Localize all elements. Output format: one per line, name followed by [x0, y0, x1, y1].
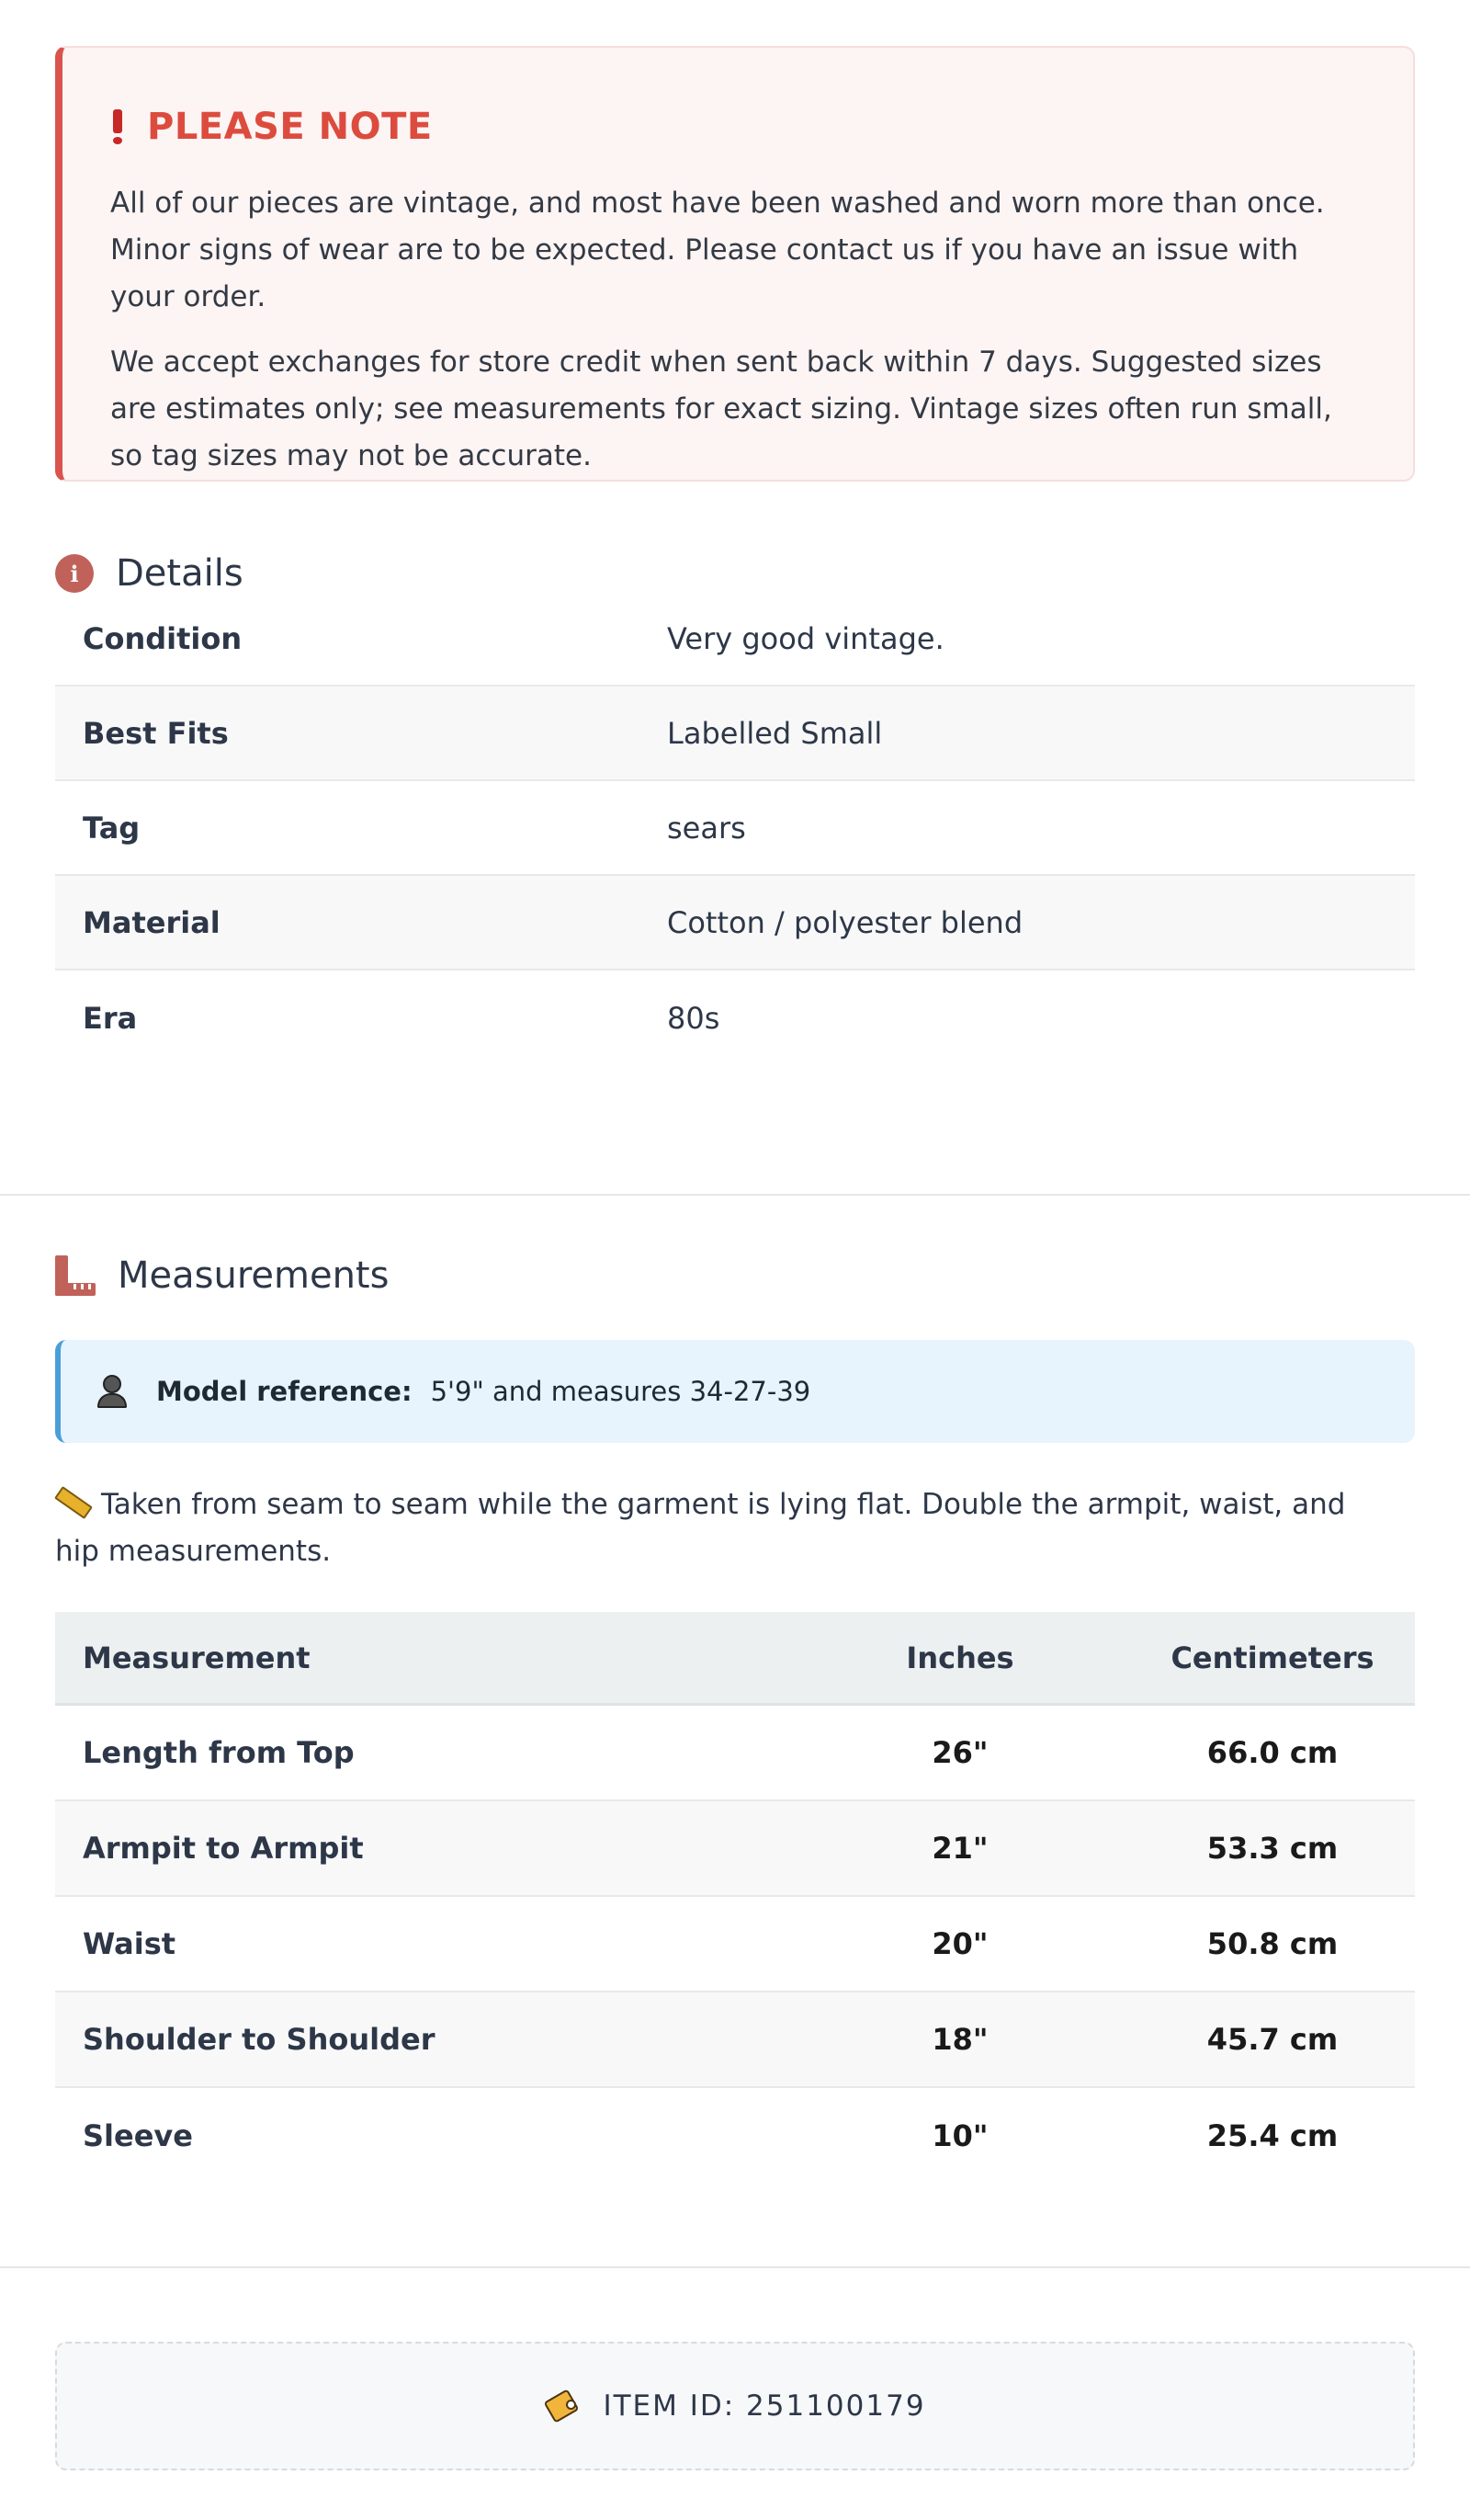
model-reference-value: 5'9" and measures 34-27-39 — [430, 1376, 811, 1407]
header-measurement: Measurement — [83, 1640, 311, 1675]
details-label: Condition — [83, 620, 243, 656]
measurement-cm: 66.0 cm — [1206, 1735, 1339, 1770]
exclamation-icon — [110, 109, 125, 144]
details-value: Very good vintage. — [667, 620, 944, 656]
measurement-name: Armpit to Armpit — [83, 1831, 364, 1866]
measurement-cm: 50.8 cm — [1206, 1926, 1339, 1961]
pencil-icon — [54, 1485, 93, 1518]
measurement-inches: 26" — [932, 1735, 989, 1770]
details-title: Details — [116, 552, 243, 595]
table-header-row — [55, 1612, 1415, 1706]
details-label: Best Fits — [83, 715, 229, 751]
note-title-text: PLEASE NOTE — [147, 106, 433, 148]
measurement-inches: 21" — [932, 1831, 989, 1866]
measurement-name: Length from Top — [83, 1735, 355, 1770]
measurement-cm: 53.3 cm — [1206, 1831, 1339, 1866]
table-row — [55, 1801, 1415, 1897]
please-note-box — [55, 46, 1415, 482]
details-table — [55, 592, 1415, 1065]
measurement-cm: 45.7 cm — [1206, 2022, 1339, 2057]
note-paragraph-2: We accept exchanges for store credit when sent back within 7 days. Suggested sizes are estimates only; see measurements for exact sizing. Vintage sizes often run small, so tag sizes may not be accurate. — [110, 346, 1332, 472]
tag-icon — [544, 2392, 581, 2420]
details-row-material — [55, 876, 1415, 971]
note-title — [110, 99, 1365, 154]
table-row — [55, 1706, 1415, 1801]
model-reference-box — [55, 1340, 1415, 1443]
info-icon: i — [55, 554, 94, 593]
measurement-cm: 25.4 cm — [1206, 2118, 1339, 2153]
section-divider — [0, 2266, 1470, 2268]
details-value: 80s — [667, 1000, 720, 1036]
details-value: Labelled Small — [667, 715, 883, 751]
table-row — [55, 2088, 1415, 2184]
item-id-text: ITEM ID: 251100179 — [603, 2389, 926, 2423]
measurement-name: Shoulder to Shoulder — [83, 2022, 435, 2057]
instructions-text: Taken from seam to seam while the garment is lying flat. Double the armpit, waist, and hip measurements. — [55, 1488, 1346, 1568]
section-divider — [0, 1194, 1470, 1196]
details-row-best-fits — [55, 687, 1415, 781]
person-icon — [96, 1375, 129, 1408]
table-row — [55, 1897, 1415, 1992]
measurement-instructions — [55, 1481, 1378, 1575]
measurements-table — [55, 1612, 1415, 2184]
note-paragraph-1: All of our pieces are vintage, and most have been washed and worn more than once. Minor signs of wear are to be expected. Please contact us if you have an issue with your order. — [110, 187, 1325, 313]
header-inches: Inches — [906, 1640, 1014, 1675]
details-value: sears — [667, 810, 746, 846]
measurements-header — [55, 1248, 389, 1303]
header-centimeters: Centimeters — [1170, 1640, 1374, 1675]
details-label: Material — [83, 904, 220, 940]
model-reference-label: Model reference: — [156, 1376, 413, 1407]
details-value: Cotton / polyester blend — [667, 904, 1023, 940]
measurement-inches: 20" — [932, 1926, 989, 1961]
ruler-icon — [55, 1255, 96, 1296]
details-row-era — [55, 971, 1415, 1065]
measurement-name: Sleeve — [83, 2118, 193, 2153]
table-row — [55, 1992, 1415, 2088]
measurement-inches: 18" — [932, 2022, 989, 2057]
details-label: Era — [83, 1000, 138, 1036]
details-label: Tag — [83, 810, 141, 846]
measurement-name: Waist — [83, 1926, 176, 1961]
details-row-condition — [55, 592, 1415, 687]
measurements-title: Measurements — [118, 1254, 390, 1297]
item-id-box — [55, 2342, 1415, 2470]
details-row-tag — [55, 781, 1415, 876]
measurement-inches: 10" — [932, 2118, 989, 2153]
